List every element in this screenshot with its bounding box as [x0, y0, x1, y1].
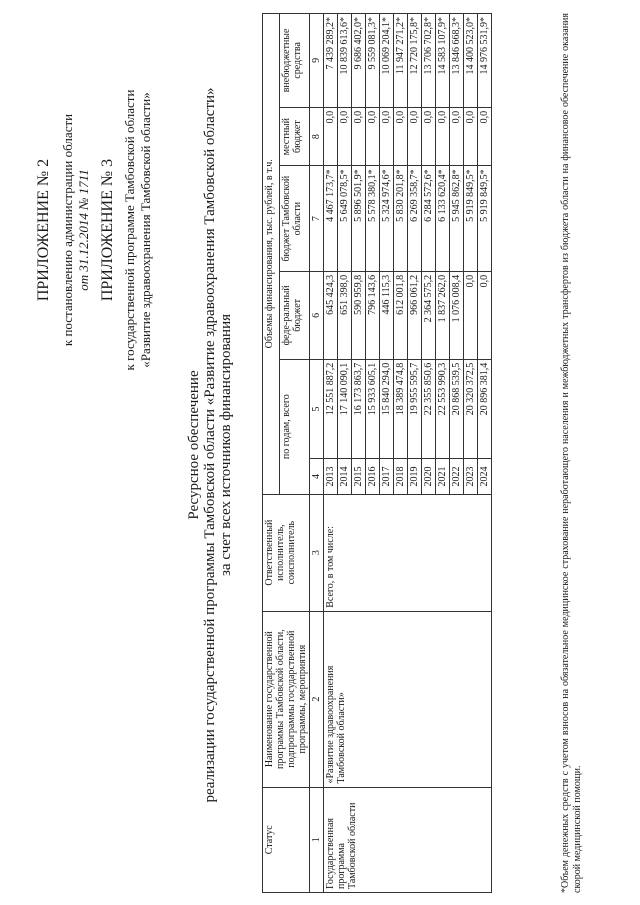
program-line-2: «Развитие здравоохранения Тамбовской области»	[138, 92, 153, 368]
cell-local: 0,0	[408, 107, 422, 166]
cell-total: 20 320 372,5	[464, 359, 478, 459]
cell-local: 0,0	[450, 107, 464, 166]
cell-off: 10 069 204,1*	[380, 14, 394, 108]
cell-federal: 612 001,8	[394, 271, 408, 359]
cell-total: 22 355 850,6	[422, 359, 436, 459]
cell-total: 20 868 539,5	[450, 359, 464, 459]
responsible-cell: Всего, в том числе:	[324, 494, 492, 611]
footnote: *Объем денежных средств с учетом взносов на обязательное медицинское страхование неработающего населения и межбюджетных трансфертов из бюджета области на финансовое обеспечение оказания скорой медицинской помощи.	[560, 13, 583, 893]
cell-total: 22 553 990,3	[436, 359, 450, 459]
appendix-2-label: ПРИЛОЖЕНИЕ № 2	[35, 158, 52, 302]
col-num: 3	[310, 494, 324, 611]
cell-total: 12 551 887,2	[324, 359, 338, 459]
col-num: 4	[310, 459, 324, 494]
cell-year: 2024	[478, 459, 492, 494]
cell-year: 2023	[464, 459, 478, 494]
program-name-cell: «Развитие здравоохранения Тамбовской области»	[324, 611, 492, 787]
cell-regional: 4 467 173,7*	[324, 166, 338, 271]
header-regional: бюджет Тамбовской области	[279, 166, 309, 271]
cell-off: 14 976 531,9*	[478, 14, 492, 108]
col-num: 5	[310, 359, 324, 459]
cell-year: 2020	[422, 459, 436, 494]
cell-off: 9 686 402,0*	[352, 14, 366, 108]
table-body	[324, 14, 492, 893]
financing-table	[262, 13, 492, 893]
cell-federal: 796 143,6	[366, 271, 380, 359]
col-num: 9	[310, 14, 324, 108]
col-num: 8	[310, 107, 324, 166]
cell-off: 13 706 702,8*	[422, 14, 436, 108]
cell-federal: 966 061,2	[408, 271, 422, 359]
header-volumes: Объемы финансирования, тыс. рублей, в т.ч.	[263, 14, 280, 495]
cell-year: 2016	[366, 459, 380, 494]
cell-year: 2014	[338, 459, 352, 494]
cell-local: 0,0	[324, 107, 338, 166]
cell-year: 2015	[352, 459, 366, 494]
decree-handwritten: от 31.12.2014 № 1711	[76, 169, 91, 291]
cell-off: 14 583 107,9*	[436, 14, 450, 108]
cell-off: 10 839 613,6*	[338, 14, 352, 108]
cell-off: 14 400 523,0*	[464, 14, 478, 108]
cell-regional: 5 830 201,8*	[394, 166, 408, 271]
cell-federal: 645 424,3	[324, 271, 338, 359]
cell-regional: 5 919 849,5*	[464, 166, 478, 271]
cell-federal: 1 837 262,0	[436, 271, 450, 359]
cell-year: 2021	[436, 459, 450, 494]
cell-total: 20 896 381,4	[478, 359, 492, 459]
cell-off: 11 947 271,2*	[394, 14, 408, 108]
doc-title-1: Ресурсное обеспечение	[186, 370, 202, 520]
header-local: местный бюджет	[279, 107, 309, 166]
cell-local: 0,0	[394, 107, 408, 166]
cell-federal: 0,0	[464, 271, 478, 359]
col-num: 1	[310, 787, 324, 892]
cell-federal: 446 115,3	[380, 271, 394, 359]
cell-local: 0,0	[352, 107, 366, 166]
cell-total: 15 840 294,0	[380, 359, 394, 459]
cell-total: 15 933 605,1	[366, 359, 380, 459]
cell-local: 0,0	[380, 107, 394, 166]
cell-year: 2013	[324, 459, 338, 494]
cell-local: 0,0	[464, 107, 478, 166]
col-num: 7	[310, 166, 324, 271]
cell-regional: 5 896 501,9*	[352, 166, 366, 271]
col-num: 6	[310, 271, 324, 359]
cell-federal: 2 364 575,2	[422, 271, 436, 359]
cell-regional: 5 919 849,5*	[478, 166, 492, 271]
cell-total: 16 173 863,7	[352, 359, 366, 459]
cell-regional: 5 324 974,6*	[380, 166, 394, 271]
status-cell: Государственная программа Тамбовской области	[324, 787, 492, 892]
cell-regional: 5 649 078,5*	[338, 166, 352, 271]
header-name: Наименование государственной программы Тамбовской области, подпрограммы государственной программы, мероприятия	[263, 611, 310, 787]
cell-local: 0,0	[422, 107, 436, 166]
cell-regional: 6 284 572,6*	[422, 166, 436, 271]
doc-title-2: реализации государственной программы Тамбовской области «Развитие здравоохранения Тамбовской области»	[202, 87, 218, 803]
cell-total: 18 389 474,8	[394, 359, 408, 459]
cell-federal: 0,0	[478, 271, 492, 359]
cell-year: 2019	[408, 459, 422, 494]
cell-off: 9 559 081,3*	[366, 14, 380, 108]
cell-regional: 5 945 862,8*	[450, 166, 464, 271]
doc-title-3: за счет всех источников финансирования	[218, 314, 234, 576]
cell-federal: 1 076 008,4	[450, 271, 464, 359]
appendix-3-label: ПРИЛОЖЕНИЕ № 3	[99, 158, 116, 302]
cell-year: 2018	[394, 459, 408, 494]
header-responsible: Ответственный исполнитель, соисполнитель	[263, 494, 310, 611]
program-line-1: к государственной программе Тамбовской области	[122, 89, 137, 371]
cell-local: 0,0	[478, 107, 492, 166]
cell-year: 2017	[380, 459, 394, 494]
cell-regional: 5 578 380,1*	[366, 166, 380, 271]
cell-regional: 6 269 358,7*	[408, 166, 422, 271]
cell-local: 0,0	[366, 107, 380, 166]
cell-local: 0,0	[338, 107, 352, 166]
cell-total: 17 140 090,1	[338, 359, 352, 459]
cell-off: 13 846 668,3*	[450, 14, 464, 108]
cell-off: 12 720 175,8*	[408, 14, 422, 108]
cell-total: 19 955 595,7	[408, 359, 422, 459]
cell-federal: 651 398,0	[338, 271, 352, 359]
header-offbudget: внебюджетные средства	[279, 14, 309, 108]
cell-regional: 6 133 620,4*	[436, 166, 450, 271]
column-numbers-row	[310, 14, 324, 893]
cell-local: 0,0	[436, 107, 450, 166]
col-num: 2	[310, 611, 324, 787]
decree-line: к постановлению администрации области	[60, 113, 75, 347]
header-status: Статус	[263, 787, 310, 892]
cell-year: 2022	[450, 459, 464, 494]
cell-federal: 590 959,8	[352, 271, 366, 359]
table-row	[324, 14, 338, 893]
cell-off: 7 439 289,2*	[324, 14, 338, 108]
header-federal: феде-ральный бюджет	[279, 271, 309, 359]
header-by-years: по годам, всего	[279, 359, 309, 494]
